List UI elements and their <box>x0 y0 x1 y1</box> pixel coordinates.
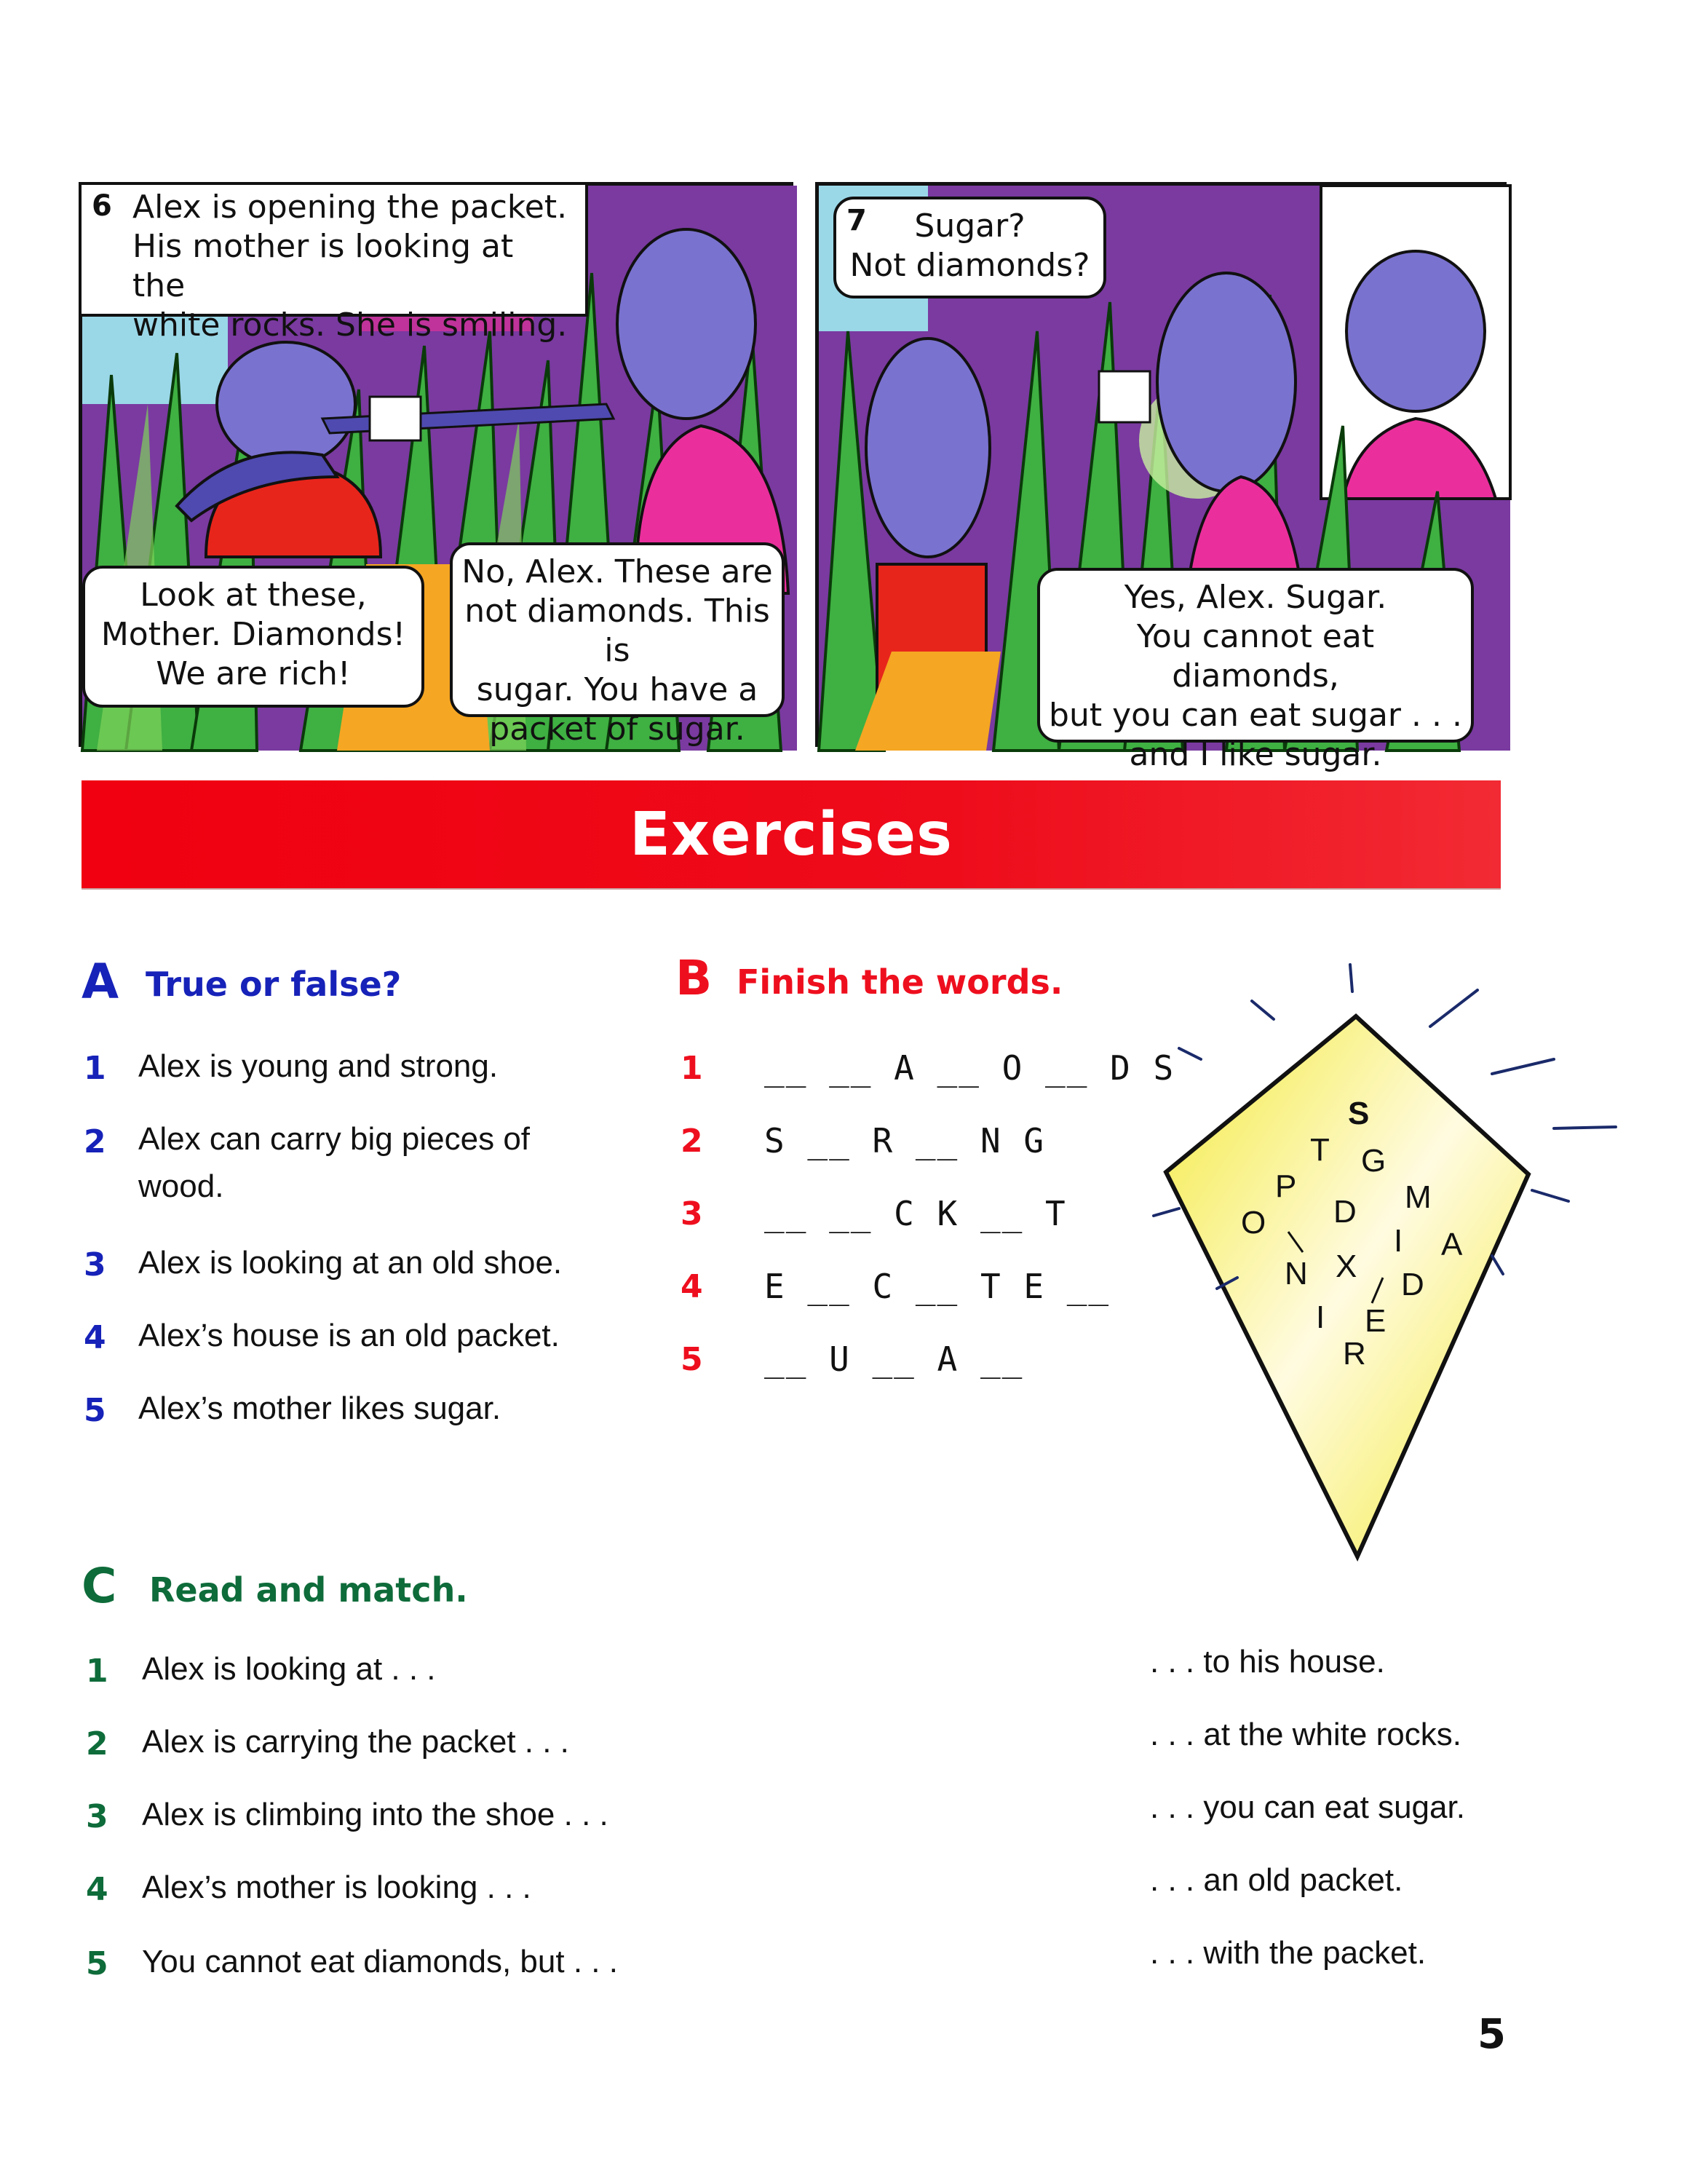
word-pattern[interactable]: S __ R __ N G <box>764 1121 1046 1160</box>
speech-line: Not diamonds? <box>849 247 1090 284</box>
speech-bubble-mother <box>1037 568 1474 773</box>
speech-line: You cannot eat diamonds, <box>1136 618 1375 695</box>
match-right-text[interactable]: . . . at the white rocks. <box>1150 1717 1461 1752</box>
item-number: 4 <box>681 1268 703 1305</box>
speech-bubble-alex <box>82 566 424 708</box>
match-left-text[interactable]: Alex is climbing into the shoe . . . <box>142 1797 608 1832</box>
item-number: 4 <box>86 1871 108 1908</box>
speech-line: Mother. Diamonds! <box>100 616 406 653</box>
diamond-letter: E <box>1365 1303 1386 1339</box>
word-pattern[interactable]: __ __ C K __ T <box>764 1194 1067 1233</box>
section-title: Finish the words. <box>737 962 1063 1002</box>
diamond-letter: I <box>1316 1299 1325 1335</box>
section-title: True or false? <box>146 965 402 1004</box>
speech-line: packet of sugar. <box>489 711 745 748</box>
match-left-text[interactable]: You cannot eat diamonds, but . . . <box>142 1944 618 1979</box>
match-right-text[interactable]: . . . you can eat sugar. <box>1150 1789 1465 1825</box>
speech-bubble-alex <box>833 197 1106 298</box>
page-number: 5 <box>1477 2011 1506 2058</box>
diamond-letter: S <box>1348 1096 1370 1131</box>
section-letter: B <box>675 950 713 1006</box>
statement-text: Alex is looking at an old shoe. <box>138 1245 563 1281</box>
speech-line: No, Alex. These are <box>461 553 773 590</box>
statement-text: wood. <box>138 1168 224 1204</box>
statement-text: Alex’s mother likes sugar. <box>138 1390 501 1426</box>
diamond-letter: O <box>1241 1205 1266 1241</box>
caption-line: Alex is opening the packet. <box>132 189 568 226</box>
speech-line: sugar. You have a <box>476 671 758 708</box>
caption-line: His mother is looking at the <box>132 228 514 304</box>
statement-text: Alex can carry big pieces of <box>138 1121 531 1157</box>
statement-text: Alex is young and strong. <box>138 1048 499 1084</box>
diamond-letter: D <box>1401 1267 1424 1302</box>
speech-bubble-mother <box>450 542 785 748</box>
diamond-letter: G <box>1361 1143 1386 1179</box>
word-pattern[interactable]: __ __ A __ O __ D S <box>764 1048 1175 1088</box>
comic-panel-6 <box>79 182 793 747</box>
section-letter: C <box>82 1558 117 1614</box>
item-number: 3 <box>681 1195 703 1233</box>
diamond-letter: T <box>1310 1132 1330 1168</box>
item-number: 2 <box>681 1123 703 1160</box>
match-right-text[interactable]: . . . to his house. <box>1150 1644 1385 1679</box>
item-number: 5 <box>681 1341 703 1378</box>
diamond-letter: R <box>1343 1336 1366 1372</box>
comic-panel-7 <box>815 182 1507 773</box>
panel-6-caption <box>79 182 588 344</box>
item-number: 1 <box>84 1050 106 1087</box>
diamond-letter: M <box>1405 1179 1432 1215</box>
item-number: 5 <box>84 1392 106 1429</box>
speech-line: We are rich! <box>156 655 351 692</box>
speech-line: not diamonds. This is <box>464 593 770 669</box>
item-number: 2 <box>86 1725 108 1762</box>
item-number: 3 <box>86 1798 108 1835</box>
match-right-text[interactable]: . . . an old packet. <box>1150 1862 1403 1898</box>
word-pattern[interactable]: __ U __ A __ <box>764 1340 1024 1379</box>
match-left-text[interactable]: Alex is looking at . . . <box>142 1651 436 1687</box>
speech-line: Look at these, <box>140 577 367 614</box>
speech-line: and I like sugar. <box>1129 736 1382 773</box>
caption-line: white rocks. She is smiling. <box>132 306 568 344</box>
exercises-banner <box>82 780 1501 888</box>
statement-text: Alex’s house is an old packet. <box>138 1318 560 1353</box>
panel-number: 7 <box>846 204 867 237</box>
diamond-letter: A <box>1441 1227 1463 1262</box>
diamond-letter: N <box>1285 1256 1308 1291</box>
section-letter: A <box>82 954 119 1010</box>
exercises-title: Exercises <box>630 799 953 869</box>
section-title: Read and match. <box>149 1570 468 1610</box>
item-number: 1 <box>681 1050 703 1087</box>
speech-line: Sugar? <box>914 207 1025 245</box>
diamond-letter: I <box>1394 1223 1403 1259</box>
word-pattern[interactable]: E __ C __ T E __ <box>764 1267 1111 1306</box>
match-left-text[interactable]: Alex is carrying the packet . . . <box>142 1724 569 1760</box>
match-left-text[interactable]: Alex’s mother is looking . . . <box>142 1870 531 1905</box>
panel-number: 6 <box>92 189 112 223</box>
diamond-illustration <box>1150 961 1623 1572</box>
item-number: 3 <box>84 1246 106 1283</box>
diamond-letter: D <box>1333 1194 1357 1230</box>
item-number: 1 <box>86 1653 108 1690</box>
item-number: 5 <box>86 1945 108 1982</box>
item-number: 4 <box>84 1319 106 1356</box>
match-right-text[interactable]: . . . with the packet. <box>1150 1935 1427 1971</box>
item-number: 2 <box>84 1123 106 1160</box>
diamond-letter: P <box>1275 1168 1297 1204</box>
diamond-letter: X <box>1336 1249 1357 1284</box>
speech-line: but you can eat sugar . . . <box>1049 697 1462 734</box>
speech-line: Yes, Alex. Sugar. <box>1124 579 1387 616</box>
